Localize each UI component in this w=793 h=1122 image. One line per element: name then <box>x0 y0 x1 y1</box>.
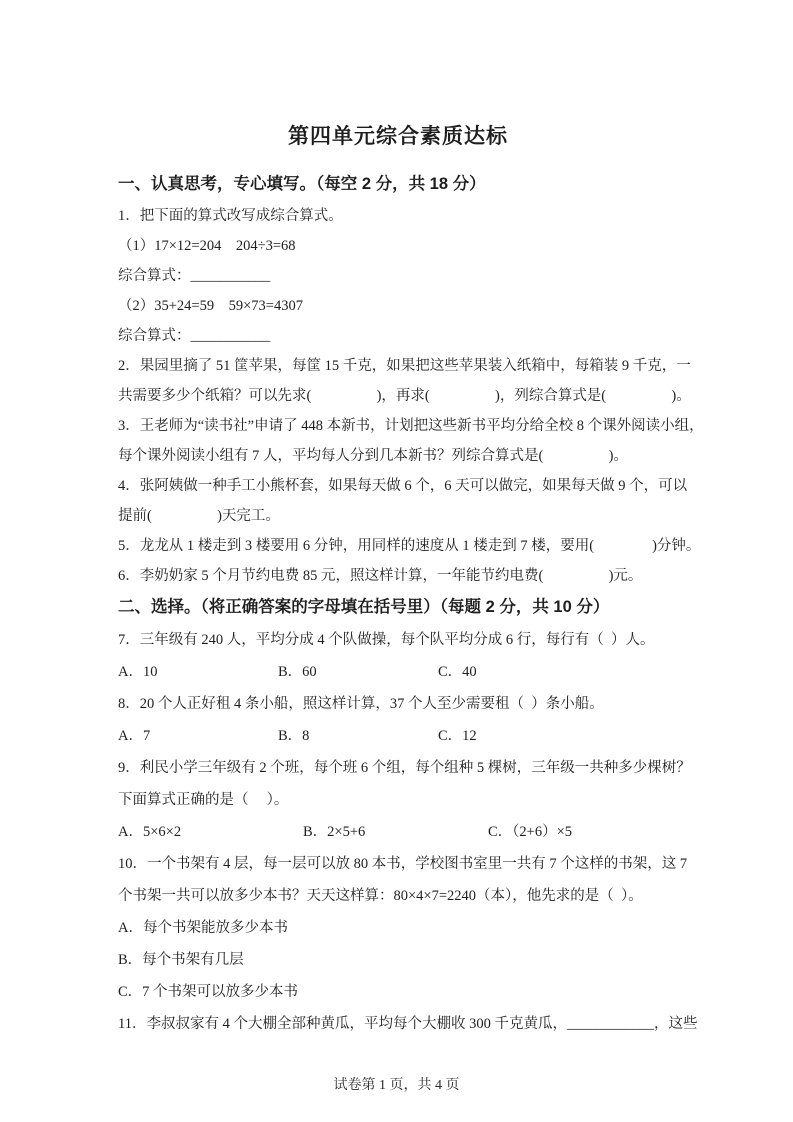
question-line: 8．20 个人正好租 4 条小船，照这样计算，37 个人至少需要租（ ）条小船。 <box>118 696 604 712</box>
question-line: 综合算式：___________ <box>118 268 271 284</box>
test-paper-page <box>118 120 704 1040</box>
question-line: 3．王老师为“读书社”申请了 448 本新书，计划把这些新书平均分给全校 8 个课外阅读小组， <box>118 418 704 434</box>
section-1 <box>118 168 704 591</box>
question-line: （1）17×12=204 204÷3=68 <box>118 238 296 254</box>
option-item: B．2×5+6 <box>303 824 366 840</box>
question-line: 5．龙龙从 1 楼走到 3 楼要用 6 分钟，用同样的速度从 1 楼走到 7 楼，要用( )分钟。 <box>118 538 701 554</box>
page-footer: 试卷第 1 页，共 4 页 <box>333 1078 460 1093</box>
option-item: C．12 <box>438 728 477 744</box>
option-item: A．7 <box>118 728 151 744</box>
option-item: C．40 <box>438 664 477 680</box>
options-row <box>118 656 678 688</box>
question-line: 每个课外阅读小组有 7 人，平均每人分到几本新书？列综合算式是( )。 <box>118 448 628 464</box>
question-line: 4．张阿姨做一种手工小熊杯套，如果每天做 6 个，6 天可以做完，如果每天做 9 个，可以 <box>118 478 688 494</box>
question-line: B．每个书架有几层 <box>118 952 244 968</box>
options-row <box>118 816 678 848</box>
question-line: A．每个书架能放多少本书 <box>118 920 288 936</box>
question-line: 11．李叔叔家有 4 个大棚全部种黄瓜，平均每个大棚收 300 千克黄瓜，____________，这些 <box>118 1016 698 1032</box>
question-line: 1．把下面的算式改写成综合算式。 <box>118 208 343 224</box>
question-line: 7．三年级有 240 人，平均分成 4 个队做操，每个队平均分成 6 行，每行有（ ）人。 <box>118 632 655 648</box>
section-heading: 二、选择。（将正确答案的字母填在括号里）（每题 2 分，共 10 分） <box>118 598 610 616</box>
question-line: 提前( )天完工。 <box>118 508 280 524</box>
question-line: 综合算式：___________ <box>118 328 271 344</box>
question-line: 下面算式正确的是（ ）。 <box>118 792 289 808</box>
option-item: C．（2+6）×5 <box>488 824 573 840</box>
question-line: （2）35+24=59 59×73=4307 <box>118 298 303 314</box>
option-item: A．5×6×2 <box>118 824 182 840</box>
question-line: 2．果园里摘了 51 筐苹果，每筐 15 千克，如果把这些苹果装入纸箱中，每箱装 9 千克，一 <box>118 358 691 374</box>
question-line: C．7 个书架可以放多少本书 <box>118 984 299 1000</box>
question-line: 个书架一共可以放多少本书？天天这样算：80×4×7=2240（本），他先求的是（ ）。 <box>118 888 643 904</box>
question-line: 9．利民小学三年级有 2 个班，每个班 6 个组，每个组种 5 棵树，三年级一共种多少棵树？ <box>118 760 691 776</box>
section-heading: 一、认真思考，专心填写。（每空 2 分，共 18 分） <box>118 175 486 193</box>
question-line: 10．一个书架有 4 层，每一层可以放 80 本书，学校图书室里一共有 7 个这样的书架，这 7 <box>118 856 688 872</box>
question-line: 6．李奶奶家 5 个月节约电费 85 元，照这样计算，一年能节约电费( )元。 <box>118 568 643 584</box>
options-row <box>118 720 678 752</box>
question-line: 共需要多少个纸箱？可以先求( )，再求( )，列综合算式是( )。 <box>118 388 691 404</box>
question-sections <box>118 168 704 1040</box>
option-item: B．8 <box>278 728 310 744</box>
option-item: A．10 <box>118 664 158 680</box>
option-item: B．60 <box>278 664 317 680</box>
section-2 <box>118 591 698 1040</box>
doc-title: 第四单元综合素质达标 <box>288 125 508 148</box>
